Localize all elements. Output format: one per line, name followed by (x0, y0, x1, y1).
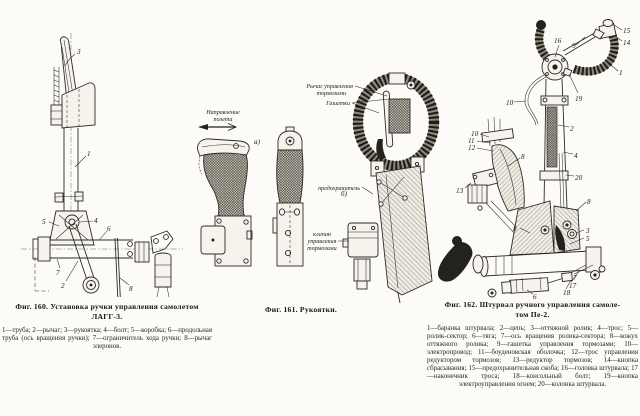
safety-annotation: предохранитель (318, 186, 360, 192)
fig162-label-7: 7 (573, 274, 577, 282)
fig162-label-9: 9 (572, 42, 576, 50)
fig160-label-2: 2 (61, 282, 65, 290)
fig162-label-10a: 10 (506, 99, 514, 107)
pistol-grip-front-view (198, 139, 252, 266)
fig160-control-stick-drawing (15, 25, 195, 297)
fig162-label-8a: 8 (521, 153, 525, 161)
fig162-label-18: 18 (563, 289, 571, 297)
fig160-caption-block (2, 302, 212, 351)
fig162-label-2: 2 (570, 125, 574, 133)
fig162-label-13: 13 (456, 187, 464, 195)
fig162-label-12: 12 (468, 144, 476, 152)
fig160-label-1: 1 (87, 150, 91, 158)
fig160-caption-line2: ЛАГГ-3. (91, 312, 123, 322)
fig160-label-6: 6 (107, 225, 111, 233)
fig162-caption-line1: Фиг. 162. Штурвал ручного управления самоле- (444, 300, 621, 309)
fig162-label-15: 15 (623, 27, 631, 35)
brake-lever-annotation-line1: Рычаг управления (306, 84, 353, 90)
fig162-label-16: 16 (554, 37, 562, 45)
fig162-label-19: 19 (575, 95, 583, 103)
fig162-label-4: 4 (574, 152, 578, 160)
valve-annotation-line2: управления (307, 239, 337, 245)
brake-lever-annotation-line2: тормозами (316, 91, 346, 97)
fig162-label-8b: 8 (587, 198, 591, 206)
fig162-label-10b: 10 (471, 130, 479, 138)
fig162-label-3: 3 (586, 227, 590, 235)
fig161-caption-block (240, 305, 362, 315)
fig162-label-1: 1 (619, 69, 623, 77)
flight-direction-line2: полета (213, 117, 233, 123)
fig162-caption-block (427, 300, 638, 389)
fig162-legend: 1—баранка штурвала; 2—цепь; 3—оттяжной ролик; 4—трос; 5—ролик-сектор; 6—тяга; 7—ось вращения ролика-сектора; 8—кожух оттяжного ролика; 9—гашетка управления тормозами; 10—электропровод; 11—боуденовская оболочка; 12—трос управления редуктором тормозов; 13—редуктор тормозов; 14—кнопка сбрасывания; 15—предохранительная скоба; 16—головка штурвала; 17—наконечник троса; 18—консольный болт; 19—кнопка электроуправления огнем; 20—колонка штурвала. (427, 325, 638, 388)
fig162-label-14: 14 (623, 39, 631, 47)
fig160-label-8: 8 (129, 285, 133, 293)
fig160-label-4: 4 (94, 217, 98, 225)
fig162-label-20: 20 (575, 174, 583, 182)
fig160-legend: 1—труба; 2—рычаг; 3—рукоятка; 4—болт; 5—коробка; 6—продольная труба (ось вращения ручки); 7—ограничитель хода ручки; 8—рычаг элеронов. (2, 327, 212, 350)
fig162-caption-line2: том Пе-2. (515, 310, 550, 320)
fig161-handles-drawing (190, 55, 440, 303)
fig161-caption: Фиг. 161. Рукоятки. (264, 305, 338, 314)
pistol-grip-side-view (273, 127, 303, 266)
subfigure-a-label: а) (254, 138, 260, 146)
triggers-annotation: Гашетки (326, 101, 350, 107)
fig162-label-6: 6 (533, 293, 537, 300)
fig160-label-5: 5 (42, 218, 46, 226)
flight-direction-line1: Направление (206, 110, 240, 116)
fig160-caption-line1: Фиг. 160. Установка ручки управления самолетом (15, 302, 199, 311)
fig160-label-7: 7 (56, 269, 60, 277)
base-lever (438, 236, 483, 282)
fig162-control-wheel-drawing (428, 3, 640, 300)
valve-annotation-line3: тормозами (307, 246, 337, 252)
fig162-label-11: 11 (468, 137, 475, 145)
flight-direction-arrow (198, 124, 236, 131)
control-column (540, 79, 568, 208)
cable-bundle (482, 117, 514, 146)
fig160-label-3: 3 (77, 48, 81, 56)
subfigure-b-label: б) (341, 190, 348, 198)
fig162-label-17: 17 (569, 282, 577, 290)
valve-annotation-line1: клапан (313, 232, 331, 238)
fig162-label-5: 5 (586, 235, 590, 243)
fig162-label-8c: 8 (513, 225, 517, 233)
